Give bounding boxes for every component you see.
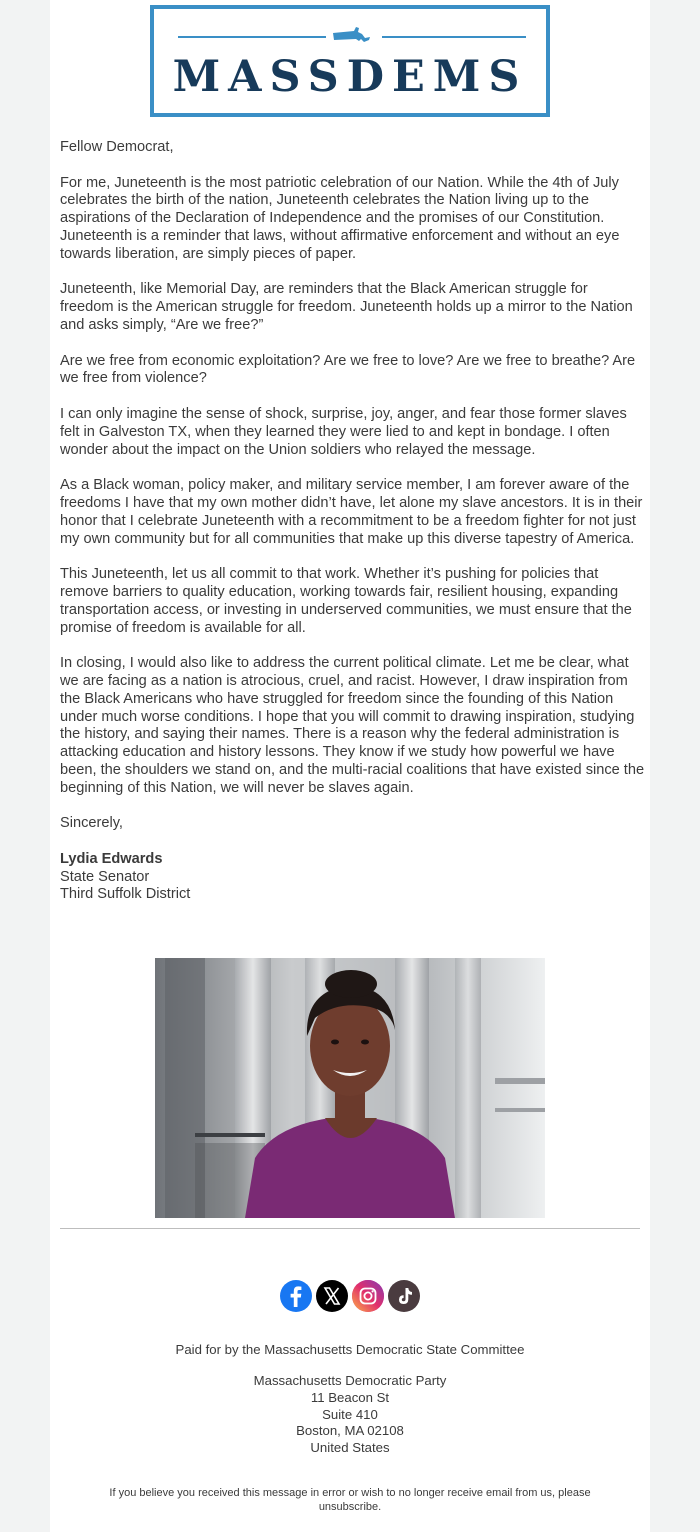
address-country: United States (310, 1440, 390, 1456)
portrait-photo (155, 958, 545, 1218)
address-street: 11 Beacon St (310, 1389, 390, 1405)
address-org: Massachusetts Democratic Party (253, 1373, 447, 1388)
paragraph: This Juneteenth, let us all commit to that work. Whether it’s pushing for policies that remove barriers to quality education, working towards fair, resilient housing, expanding transportation access, or investing in underserved communities, we must ensure that the promise of freedom is available for all. (60, 566, 632, 636)
paragraph: For me, Juneteenth is the most patriotic celebration of our Nation. While the 4th of July celebrates the birth of the nation, Juneteenth celebrates the Nation living up to the aspirations of the Declaration of Independence and the promises of our Constitution. Juneteenth is a reminder that laws, without affirmative enforcement and without an eye towards liberation, are simply pieces of paper. (60, 174, 620, 262)
email-card (50, 0, 650, 1532)
facebook-icon[interactable] (280, 1280, 312, 1312)
paragraph: I can only imagine the sense of shock, surprise, joy, anger, and fear those former slaves felt in Galveston TX, when they learned they were lied to and kept in bondage. I often wonder about the impact on the Union soldiers who relayed the message. (60, 405, 627, 458)
address-suite: Suite 410 (322, 1406, 378, 1422)
signature-title: State Senator (60, 868, 150, 885)
unsubscribe-notice[interactable]: If you believe you received this message in error or wish to no longer receive email from us, please unsubscribe. (109, 1487, 591, 1513)
massachusetts-state-icon (332, 25, 372, 47)
tiktok-icon[interactable] (388, 1280, 420, 1312)
instagram-icon[interactable] (352, 1280, 384, 1312)
paid-for-text: Paid for by the Massachusetts Democratic State Committee (175, 1342, 525, 1357)
logo-wordmark: MASSDEMS (172, 52, 528, 102)
paragraph: Are we free from economic exploitation? Are we free to love? Are we free to breathe? Are we free from violence? (60, 352, 636, 387)
massdems-logo[interactable] (150, 5, 550, 117)
paragraph: In closing, I would also like to address the current political climate. Let me be clear, what we are facing as a nation is atrocious, cruel, and racist. However, I draw inspiration from the Black Americans who have struggled for freedom since the founding of this Nation under much worse conditions. I hope that you will commit to drawing inspiration, studying the history, and saying their names. There is a reason why the federal administration is attacking education and history lessons. They know if we study how powerful we have been, the shoulders we stand on, and the multi-racial coalitions that have existed since the beginning of this Nation, we will never be slaves again. (60, 655, 645, 796)
paragraph: As a Black woman, policy maker, and military service member, I am forever aware of the freedoms I have that my own mother didn’t have, let alone my slave ancestors. It is in their honor that I celebrate Juneteenth with a recommitment to be a freedom fighter for not just my own community but for all communities that make up this diverse tapestry of America. (60, 477, 643, 547)
signature-block (60, 851, 645, 904)
portrait-illustration (155, 958, 545, 1218)
closing: Sincerely, (60, 815, 123, 832)
letter-body (60, 139, 645, 904)
address-city: Boston, MA 02108 (296, 1423, 404, 1439)
section-divider (60, 1228, 640, 1229)
salutation: Fellow Democrat, (60, 139, 174, 155)
signature-district: Third Suffolk District (60, 886, 191, 903)
paragraph: Juneteenth, like Memorial Day, are reminders that the Black American struggle for freedom is the American struggle for freedom. Juneteenth holds up a mirror to the Nation and asks simply, “Are we free?” (60, 281, 633, 333)
logo-rule-right (382, 36, 526, 38)
paid-for-disclaimer (50, 1342, 650, 1359)
mailing-address (50, 1373, 650, 1457)
signature-name: Lydia Edwards (60, 850, 163, 867)
x-icon[interactable] (316, 1280, 348, 1312)
logo-rule-left (178, 36, 326, 38)
